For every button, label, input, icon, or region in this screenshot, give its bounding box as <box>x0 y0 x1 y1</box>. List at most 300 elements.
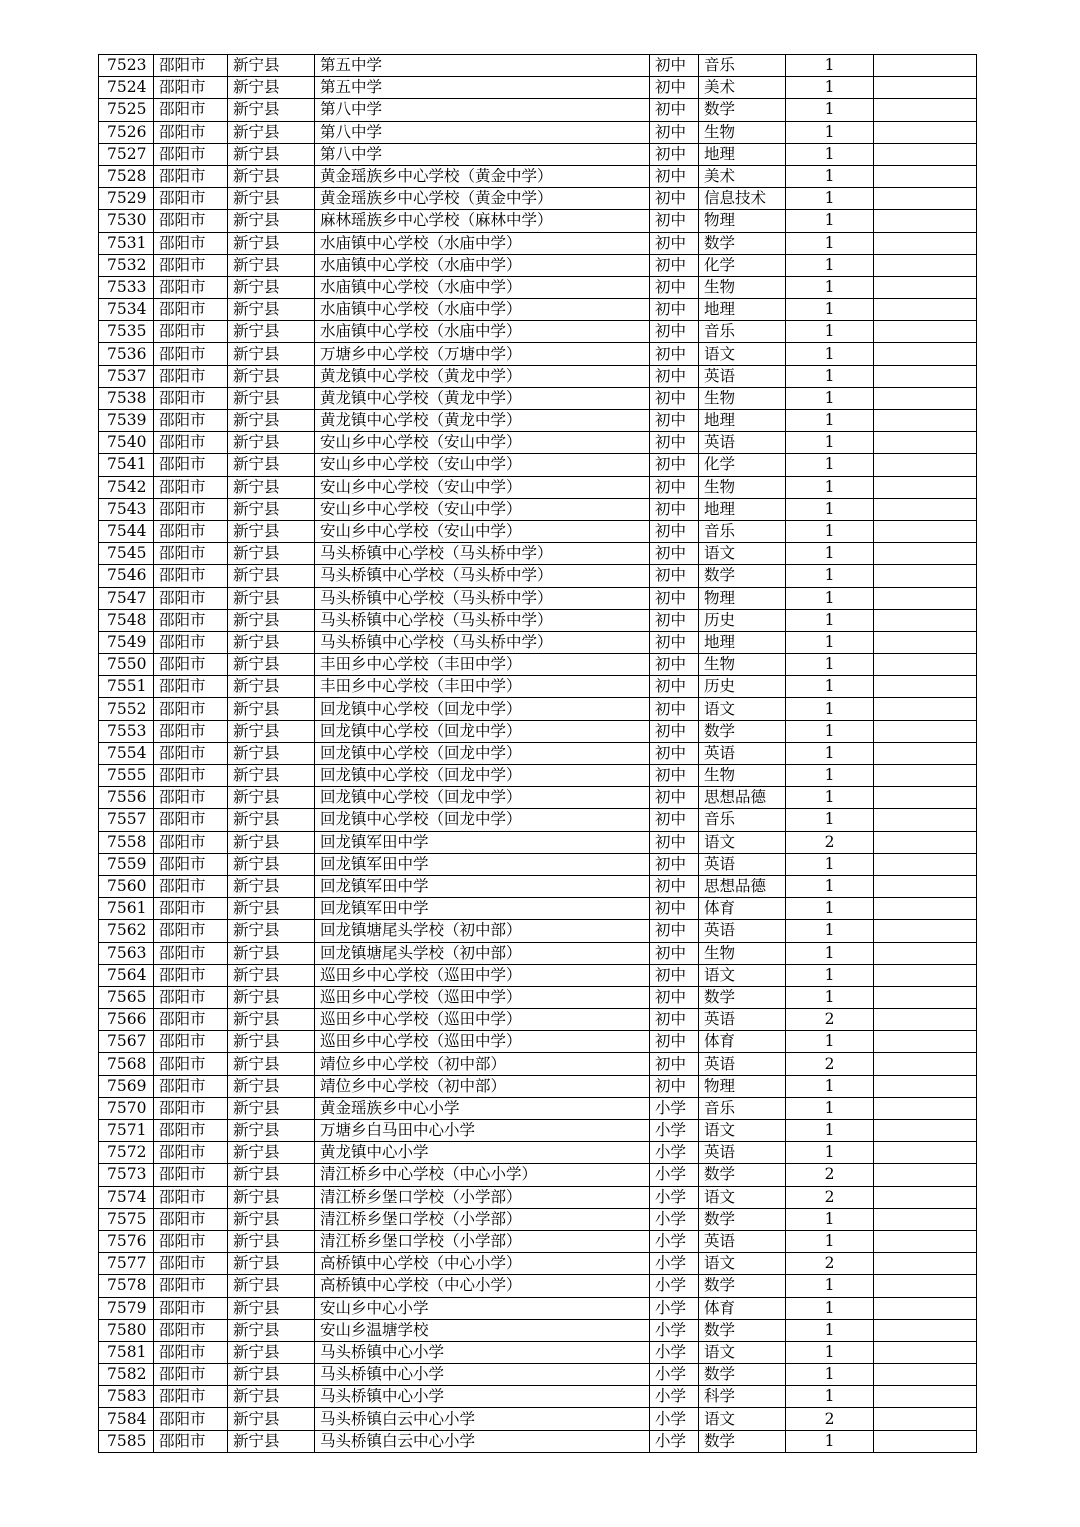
county-cell: 新宁县 <box>228 432 315 454</box>
count-cell: 1 <box>786 1208 874 1230</box>
county-cell: 新宁县 <box>228 543 315 565</box>
count-cell: 1 <box>786 1319 874 1341</box>
count-cell: 1 <box>786 1097 874 1119</box>
school-cell: 安山乡中心学校（安山中学） <box>315 476 650 498</box>
subject-cell: 英语 <box>699 1009 786 1031</box>
row-number: 7533 <box>99 276 154 298</box>
row-number: 7536 <box>99 343 154 365</box>
row-number: 7526 <box>99 121 154 143</box>
city-cell: 邵阳市 <box>154 476 228 498</box>
note-cell <box>874 188 977 210</box>
level-cell: 初中 <box>650 631 699 653</box>
city-cell: 邵阳市 <box>154 765 228 787</box>
school-cell: 安山乡中心小学 <box>315 1297 650 1319</box>
city-cell: 邵阳市 <box>154 1319 228 1341</box>
table-row <box>99 1142 977 1164</box>
city-cell: 邵阳市 <box>154 1297 228 1319</box>
school-cell: 黄龙镇中心小学 <box>315 1142 650 1164</box>
count-cell: 1 <box>786 1230 874 1252</box>
city-cell: 邵阳市 <box>154 942 228 964</box>
row-number: 7540 <box>99 432 154 454</box>
count-cell: 1 <box>786 1275 874 1297</box>
city-cell: 邵阳市 <box>154 1364 228 1386</box>
county-cell: 新宁县 <box>228 787 315 809</box>
subject-cell: 音乐 <box>699 1097 786 1119</box>
note-cell <box>874 1430 977 1452</box>
row-number: 7564 <box>99 964 154 986</box>
county-cell: 新宁县 <box>228 609 315 631</box>
row-number: 7544 <box>99 520 154 542</box>
level-cell: 初中 <box>650 387 699 409</box>
city-cell: 邵阳市 <box>154 299 228 321</box>
city-cell: 邵阳市 <box>154 1009 228 1031</box>
county-cell: 新宁县 <box>228 1341 315 1363</box>
note-cell <box>874 143 977 165</box>
school-cell: 回龙镇中心学校（回龙中学） <box>315 765 650 787</box>
school-cell: 安山乡中心学校（安山中学） <box>315 498 650 520</box>
table-row <box>99 165 977 187</box>
subject-cell: 音乐 <box>699 809 786 831</box>
level-cell: 小学 <box>650 1120 699 1142</box>
table-row <box>99 587 977 609</box>
row-number: 7562 <box>99 920 154 942</box>
school-cell: 回龙镇军田中学 <box>315 875 650 897</box>
note-cell <box>874 920 977 942</box>
school-cell: 水庙镇中心学校（水庙中学） <box>315 254 650 276</box>
city-cell: 邵阳市 <box>154 365 228 387</box>
count-cell: 1 <box>786 432 874 454</box>
subject-cell: 英语 <box>699 920 786 942</box>
table-row <box>99 1164 977 1186</box>
count-cell: 1 <box>786 543 874 565</box>
subject-cell: 语文 <box>699 831 786 853</box>
count-cell: 1 <box>786 454 874 476</box>
school-cell: 靖位乡中心学校（初中部） <box>315 1053 650 1075</box>
table-row <box>99 55 977 77</box>
county-cell: 新宁县 <box>228 387 315 409</box>
subject-cell: 美术 <box>699 165 786 187</box>
school-cell: 水庙镇中心学校（水庙中学） <box>315 276 650 298</box>
note-cell <box>874 321 977 343</box>
subject-cell: 历史 <box>699 609 786 631</box>
table-row <box>99 654 977 676</box>
subject-cell: 数学 <box>699 232 786 254</box>
school-cell: 回龙镇中心学校（回龙中学） <box>315 742 650 764</box>
table-row <box>99 809 977 831</box>
city-cell: 邵阳市 <box>154 1253 228 1275</box>
school-cell: 水庙镇中心学校（水庙中学） <box>315 232 650 254</box>
level-cell: 初中 <box>650 520 699 542</box>
city-cell: 邵阳市 <box>154 565 228 587</box>
level-cell: 初中 <box>650 920 699 942</box>
school-cell: 回龙镇军田中学 <box>315 898 650 920</box>
school-cell: 第八中学 <box>315 143 650 165</box>
county-cell: 新宁县 <box>228 1164 315 1186</box>
city-cell: 邵阳市 <box>154 587 228 609</box>
note-cell <box>874 77 977 99</box>
note-cell <box>874 1230 977 1252</box>
city-cell: 邵阳市 <box>154 1208 228 1230</box>
count-cell: 2 <box>786 1164 874 1186</box>
city-cell: 邵阳市 <box>154 77 228 99</box>
row-number: 7550 <box>99 654 154 676</box>
county-cell: 新宁县 <box>228 1408 315 1430</box>
county-cell: 新宁县 <box>228 898 315 920</box>
county-cell: 新宁县 <box>228 831 315 853</box>
note-cell <box>874 565 977 587</box>
table-row <box>99 1208 977 1230</box>
level-cell: 初中 <box>650 565 699 587</box>
note-cell <box>874 720 977 742</box>
count-cell: 1 <box>786 809 874 831</box>
note-cell <box>874 1053 977 1075</box>
school-cell: 丰田乡中心学校（丰田中学） <box>315 676 650 698</box>
level-cell: 初中 <box>650 343 699 365</box>
county-cell: 新宁县 <box>228 676 315 698</box>
note-cell <box>874 964 977 986</box>
county-cell: 新宁县 <box>228 1186 315 1208</box>
subject-cell: 英语 <box>699 742 786 764</box>
note-cell <box>874 165 977 187</box>
table-row <box>99 276 977 298</box>
county-cell: 新宁县 <box>228 77 315 99</box>
table-row <box>99 720 977 742</box>
count-cell: 2 <box>786 1253 874 1275</box>
row-number: 7530 <box>99 210 154 232</box>
table-row <box>99 1053 977 1075</box>
county-cell: 新宁县 <box>228 321 315 343</box>
county-cell: 新宁县 <box>228 1009 315 1031</box>
count-cell: 2 <box>786 831 874 853</box>
count-cell: 1 <box>786 853 874 875</box>
county-cell: 新宁县 <box>228 765 315 787</box>
subject-cell: 英语 <box>699 1142 786 1164</box>
level-cell: 小学 <box>650 1186 699 1208</box>
county-cell: 新宁县 <box>228 343 315 365</box>
count-cell: 1 <box>786 365 874 387</box>
school-cell: 马头桥镇中心小学 <box>315 1364 650 1386</box>
subject-cell: 数学 <box>699 99 786 121</box>
school-cell: 回龙镇中心学校（回龙中学） <box>315 809 650 831</box>
note-cell <box>874 787 977 809</box>
county-cell: 新宁县 <box>228 365 315 387</box>
subject-cell: 语文 <box>699 1253 786 1275</box>
document-page <box>98 54 977 1453</box>
city-cell: 邵阳市 <box>154 1142 228 1164</box>
count-cell: 1 <box>786 387 874 409</box>
level-cell: 小学 <box>650 1275 699 1297</box>
level-cell: 初中 <box>650 898 699 920</box>
school-cell: 马头桥镇中心小学 <box>315 1386 650 1408</box>
city-cell: 邵阳市 <box>154 809 228 831</box>
school-cell: 麻林瑶族乡中心学校（麻林中学） <box>315 210 650 232</box>
level-cell: 小学 <box>650 1364 699 1386</box>
table-row <box>99 121 977 143</box>
level-cell: 初中 <box>650 986 699 1008</box>
school-cell: 清江桥乡堡口学校（小学部） <box>315 1186 650 1208</box>
school-cell: 回龙镇塘尾头学校（初中部） <box>315 942 650 964</box>
table-row <box>99 232 977 254</box>
school-cell: 回龙镇中心学校（回龙中学） <box>315 698 650 720</box>
city-cell: 邵阳市 <box>154 210 228 232</box>
count-cell: 1 <box>786 410 874 432</box>
school-cell: 马头桥镇中心学校（马头桥中学） <box>315 631 650 653</box>
subject-cell: 数学 <box>699 1164 786 1186</box>
level-cell: 小学 <box>650 1208 699 1230</box>
table-row <box>99 1341 977 1363</box>
school-cell: 高桥镇中心学校（中心小学） <box>315 1275 650 1297</box>
level-cell: 初中 <box>650 454 699 476</box>
city-cell: 邵阳市 <box>154 1053 228 1075</box>
row-number: 7534 <box>99 299 154 321</box>
row-number: 7548 <box>99 609 154 631</box>
city-cell: 邵阳市 <box>154 1120 228 1142</box>
school-cell: 第五中学 <box>315 77 650 99</box>
subject-cell: 英语 <box>699 1230 786 1252</box>
subject-cell: 数学 <box>699 1208 786 1230</box>
level-cell: 小学 <box>650 1408 699 1430</box>
level-cell: 初中 <box>650 1009 699 1031</box>
county-cell: 新宁县 <box>228 520 315 542</box>
city-cell: 邵阳市 <box>154 143 228 165</box>
city-cell: 邵阳市 <box>154 1386 228 1408</box>
row-number: 7560 <box>99 875 154 897</box>
count-cell: 1 <box>786 1297 874 1319</box>
table-row <box>99 1297 977 1319</box>
note-cell <box>874 1319 977 1341</box>
note-cell <box>874 410 977 432</box>
county-cell: 新宁县 <box>228 1253 315 1275</box>
county-cell: 新宁县 <box>228 1031 315 1053</box>
note-cell <box>874 942 977 964</box>
subject-cell: 数学 <box>699 986 786 1008</box>
row-number: 7554 <box>99 742 154 764</box>
level-cell: 初中 <box>650 55 699 77</box>
subject-cell: 语文 <box>699 1408 786 1430</box>
count-cell: 2 <box>786 1186 874 1208</box>
city-cell: 邵阳市 <box>154 232 228 254</box>
level-cell: 初中 <box>650 543 699 565</box>
school-cell: 安山乡中心学校（安山中学） <box>315 454 650 476</box>
subject-cell: 数学 <box>699 565 786 587</box>
county-cell: 新宁县 <box>228 1430 315 1452</box>
count-cell: 2 <box>786 1053 874 1075</box>
note-cell <box>874 587 977 609</box>
count-cell: 1 <box>786 920 874 942</box>
city-cell: 邵阳市 <box>154 432 228 454</box>
county-cell: 新宁县 <box>228 720 315 742</box>
note-cell <box>874 809 977 831</box>
county-cell: 新宁县 <box>228 254 315 276</box>
level-cell: 小学 <box>650 1253 699 1275</box>
table-row <box>99 410 977 432</box>
row-number: 7557 <box>99 809 154 831</box>
county-cell: 新宁县 <box>228 1297 315 1319</box>
school-cell: 回龙镇军田中学 <box>315 853 650 875</box>
row-number: 7559 <box>99 853 154 875</box>
note-cell <box>874 654 977 676</box>
table-row <box>99 920 977 942</box>
row-number: 7561 <box>99 898 154 920</box>
count-cell: 1 <box>786 942 874 964</box>
subject-cell: 语文 <box>699 543 786 565</box>
county-cell: 新宁县 <box>228 875 315 897</box>
subject-cell: 信息技术 <box>699 188 786 210</box>
row-number: 7585 <box>99 1430 154 1452</box>
table-row <box>99 565 977 587</box>
note-cell <box>874 1208 977 1230</box>
table-row <box>99 1031 977 1053</box>
school-cell: 巡田乡中心学校（巡田中学） <box>315 964 650 986</box>
row-number: 7547 <box>99 587 154 609</box>
level-cell: 初中 <box>650 1031 699 1053</box>
note-cell <box>874 454 977 476</box>
table-row <box>99 365 977 387</box>
county-cell: 新宁县 <box>228 498 315 520</box>
row-number: 7532 <box>99 254 154 276</box>
school-cell: 水庙镇中心学校（水庙中学） <box>315 321 650 343</box>
note-cell <box>874 986 977 1008</box>
note-cell <box>874 875 977 897</box>
county-cell: 新宁县 <box>228 1208 315 1230</box>
count-cell: 1 <box>786 1120 874 1142</box>
city-cell: 邵阳市 <box>154 898 228 920</box>
level-cell: 初中 <box>650 742 699 764</box>
table-row <box>99 1230 977 1252</box>
table-row <box>99 698 977 720</box>
table-row <box>99 1275 977 1297</box>
school-cell: 回龙镇军田中学 <box>315 831 650 853</box>
subject-cell: 数学 <box>699 1319 786 1341</box>
table-row <box>99 875 977 897</box>
school-cell: 黄金瑶族乡中心学校（黄金中学） <box>315 188 650 210</box>
level-cell: 初中 <box>650 299 699 321</box>
school-cell: 马头桥镇中心学校（马头桥中学） <box>315 565 650 587</box>
school-cell: 马头桥镇中心学校（马头桥中学） <box>315 587 650 609</box>
subject-cell: 化学 <box>699 254 786 276</box>
table-row <box>99 1364 977 1386</box>
county-cell: 新宁县 <box>228 232 315 254</box>
level-cell: 初中 <box>650 432 699 454</box>
city-cell: 邵阳市 <box>154 1408 228 1430</box>
note-cell <box>874 343 977 365</box>
note-cell <box>874 210 977 232</box>
row-number: 7553 <box>99 720 154 742</box>
subject-cell: 语文 <box>699 964 786 986</box>
count-cell: 1 <box>786 720 874 742</box>
city-cell: 邵阳市 <box>154 853 228 875</box>
note-cell <box>874 853 977 875</box>
city-cell: 邵阳市 <box>154 543 228 565</box>
subject-cell: 思想品德 <box>699 875 786 897</box>
subject-cell: 语文 <box>699 1186 786 1208</box>
subject-cell: 生物 <box>699 387 786 409</box>
count-cell: 1 <box>786 299 874 321</box>
school-cell: 高桥镇中心学校（中心小学） <box>315 1253 650 1275</box>
subject-cell: 思想品德 <box>699 787 786 809</box>
note-cell <box>874 1031 977 1053</box>
school-cell: 万塘乡中心学校（万塘中学） <box>315 343 650 365</box>
table-row <box>99 1319 977 1341</box>
note-cell <box>874 1120 977 1142</box>
city-cell: 邵阳市 <box>154 1275 228 1297</box>
school-cell: 黄金瑶族乡中心小学 <box>315 1097 650 1119</box>
table-row <box>99 299 977 321</box>
table-row <box>99 210 977 232</box>
school-cell: 黄金瑶族乡中心学校（黄金中学） <box>315 165 650 187</box>
row-number: 7580 <box>99 1319 154 1341</box>
school-cell: 水庙镇中心学校（水庙中学） <box>315 299 650 321</box>
count-cell: 1 <box>786 210 874 232</box>
county-cell: 新宁县 <box>228 476 315 498</box>
level-cell: 小学 <box>650 1097 699 1119</box>
county-cell: 新宁县 <box>228 631 315 653</box>
count-cell: 1 <box>786 188 874 210</box>
count-cell: 1 <box>786 99 874 121</box>
row-number: 7545 <box>99 543 154 565</box>
count-cell: 1 <box>786 343 874 365</box>
row-number: 7528 <box>99 165 154 187</box>
school-cell: 马头桥镇白云中心小学 <box>315 1408 650 1430</box>
county-cell: 新宁县 <box>228 1097 315 1119</box>
count-cell: 1 <box>786 1142 874 1164</box>
level-cell: 小学 <box>650 1142 699 1164</box>
row-number: 7574 <box>99 1186 154 1208</box>
subject-cell: 体育 <box>699 1031 786 1053</box>
subject-cell: 地理 <box>699 498 786 520</box>
row-number: 7523 <box>99 55 154 77</box>
level-cell: 初中 <box>650 942 699 964</box>
school-cell: 黄龙镇中心学校（黄龙中学） <box>315 365 650 387</box>
note-cell <box>874 1097 977 1119</box>
level-cell: 小学 <box>650 1341 699 1363</box>
subject-cell: 美术 <box>699 77 786 99</box>
subject-cell: 语文 <box>699 343 786 365</box>
school-cell: 回龙镇中心学校（回龙中学） <box>315 720 650 742</box>
row-number: 7569 <box>99 1075 154 1097</box>
count-cell: 1 <box>786 520 874 542</box>
row-number: 7539 <box>99 410 154 432</box>
row-number: 7525 <box>99 99 154 121</box>
subject-cell: 英语 <box>699 432 786 454</box>
school-cell: 安山乡温塘学校 <box>315 1319 650 1341</box>
city-cell: 邵阳市 <box>154 99 228 121</box>
city-cell: 邵阳市 <box>154 986 228 1008</box>
table-row <box>99 1120 977 1142</box>
county-cell: 新宁县 <box>228 1319 315 1341</box>
school-cell: 万塘乡白马田中心小学 <box>315 1120 650 1142</box>
county-cell: 新宁县 <box>228 742 315 764</box>
count-cell: 1 <box>786 587 874 609</box>
city-cell: 邵阳市 <box>154 609 228 631</box>
level-cell: 初中 <box>650 654 699 676</box>
city-cell: 邵阳市 <box>154 454 228 476</box>
city-cell: 邵阳市 <box>154 1341 228 1363</box>
city-cell: 邵阳市 <box>154 165 228 187</box>
school-cell: 黄龙镇中心学校（黄龙中学） <box>315 387 650 409</box>
subject-cell: 历史 <box>699 676 786 698</box>
note-cell <box>874 1364 977 1386</box>
city-cell: 邵阳市 <box>154 410 228 432</box>
county-cell: 新宁县 <box>228 809 315 831</box>
level-cell: 小学 <box>650 1319 699 1341</box>
county-cell: 新宁县 <box>228 143 315 165</box>
city-cell: 邵阳市 <box>154 121 228 143</box>
count-cell: 1 <box>786 121 874 143</box>
table-row <box>99 1430 977 1452</box>
school-cell: 清江桥乡堡口学校（小学部） <box>315 1230 650 1252</box>
level-cell: 初中 <box>650 831 699 853</box>
